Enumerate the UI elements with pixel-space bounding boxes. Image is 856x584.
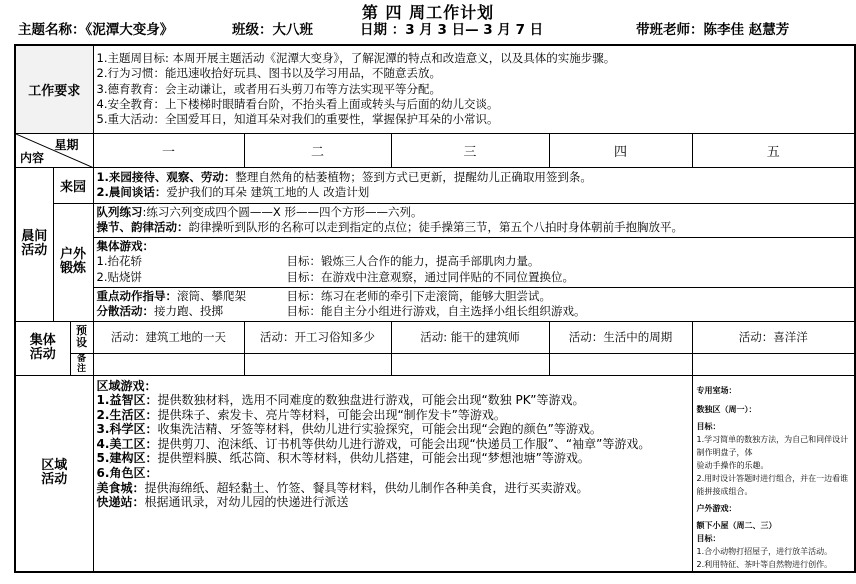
day-header-thu: 四 [549,133,692,167]
preset-label: 预设 [70,321,93,353]
activity-wed: 活动: 能干的建筑师 [391,321,549,353]
arrive-label: 来园 [53,167,93,203]
day-header-mon: 一 [93,133,244,167]
work-requirements [93,45,855,133]
activity-mon: 活动：建筑工地的一天 [93,321,244,353]
header-info [18,20,854,40]
page-title: 第 四 周工作计划 [361,3,495,22]
theme-name: 主题名称：《泥潭大变身》 [18,22,174,38]
activity-tue: 活动：开工习俗知多少 [244,321,391,353]
week-label: 星期 [54,137,79,152]
class-name: 班级：大八班 [232,22,313,38]
note-label: 备注 [70,353,93,375]
note-thu [549,353,692,375]
content-label: 内容 [20,150,45,165]
note-tue [244,353,391,375]
drill-content: 队列练习:练习六列变成四个圆——X 形——四个方形——六列。 操节、韵律活动：韵律操听到队形的名称可以走到指定的点位；徒手操第三节，第五个八拍时身体朝前手抱胸放平。 [93,203,855,237]
work-line: 1.主题周目标: 本周开展主题活动《泥潭大变身》，了解泥潭的特点和改造意义，以及具体的实施步骤。 [96,51,616,65]
arrive-content: 1.来园接待、观察、劳动：整理自然角的枯萎植物；签到方式已更新，提醒幼儿正确取用签到条。 2.晨间谈话：爱护我们的耳朵 建筑工地的人 改造计划 [93,167,855,203]
day-header-tue: 二 [244,133,391,167]
work-line: 3.德育教育：会主动谦让，或者用石头剪刀布等方法实现平等分配。 [96,81,441,96]
note-fri [692,353,855,375]
note-mon [93,353,244,375]
work-line: 4.安全教育：上下楼梯时眼睛看台阶，不抬头看上面或转头与后面的幼儿交谈。 [96,96,499,111]
work-label: 工作要求 [15,45,93,133]
note-wed [391,353,549,375]
corner-header [15,133,93,167]
day-header-wed: 三 [391,133,549,167]
day-header-fri: 五 [692,133,855,167]
key-actions: 重点动作指导：滚筒、攀爬架 目标：练习在老师的牵引下走滚筒，能够大胆尝试。 分散活动：接力跑、投掷 目标：能自主分小组进行游戏，自主选择小组长组织游戏。 [93,287,855,321]
group-games: 集体游戏： 1.抬花轿 目标：锻炼三人合作的能力，提高手部肌肉力量。 2.贴烧饼 目标：在游戏中注意观察，通过同伴贴的不同位置换位。 [93,237,855,287]
date-range: 日期 ：3 月 3 日— 3 月 7 日 [360,22,544,38]
work-line: 2.行为习惯：能迅速收拾好玩具、图书以及学习用品，不随意丢放。 [96,66,441,81]
activity-fri: 活动：喜洋洋 [692,321,855,353]
activity-thu: 活动：生活中的周期 [549,321,692,353]
outdoor-label: 户外锻炼 [53,203,93,321]
work-line: 5.重大活动：全国爱耳日，知道耳朵对我们的重要性，掌握保护耳朵的小常识。 [96,112,499,127]
plan-table [14,44,856,573]
group-label: 集体活动 [15,321,70,375]
area-games: 区域游戏： 1.益智区：提供数独材料，选用不同难度的数独盘进行游戏，可能会出现“数独 PK”等游戏。 2.生活区：提供珠子、索发卡、亮片等材料，可能会出现“制作发卡”等游戏。 3.科学区：收集洗洁精、牙签等材料，供幼儿进行实验探究，可能会出现“会跑的颜色”等游戏。 4.美工区：提供剪刀、泡沫纸、订书机等供幼儿进行游戏，可能会出现“快递员工作服”、“袖章”等游戏。 5.建构区：提供塑料膜、纸芯筒、积木等材料，供幼儿搭建，可能会出现“梦想池塘”等游戏。 6.角色区： 美食城：提供海绵纸、超轻黏土、竹签、餐具等材料，供幼儿制作各种美食，进行买卖游戏。 快递站：根据通讯录，对幼儿园的快递进行派送 [93,375,692,572]
morning-label: 晨间活动 [15,167,53,321]
teachers: 带班老师：陈李佳 赵慧芳 [636,22,790,38]
area-label: 区域活动 [15,375,93,572]
special-rooms: 专用室场： 数独区（周一）： 目标： 1.学习简单的数独方法，为自己和同伴设计制作明盘子，体 验动手操作的乐趣。 2.用时设计答题时进行组合，并在一边看谁能拼接成组合。 户外游戏： 额下小屋（周二、三） 目标： 1.合小动物打招屋子，进行放羊活动。 2.利用特征、茶叶等自然物进行创作。 [692,375,855,572]
